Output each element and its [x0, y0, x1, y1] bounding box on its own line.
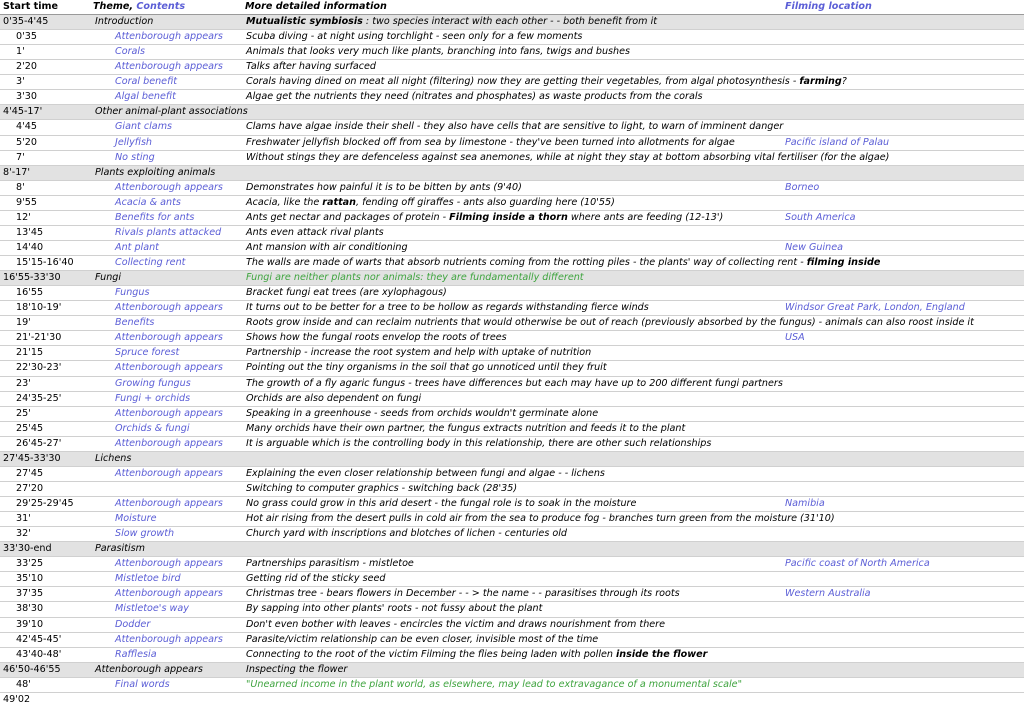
info-cell: [245, 647, 785, 662]
location-cell: [785, 662, 1024, 677]
info-cell: [245, 120, 785, 135]
theme-cell: Coral benefit: [93, 75, 245, 90]
table-row: [0, 45, 1024, 60]
location-cell: [785, 225, 1024, 240]
start-time-cell: 29'25-29'45: [0, 497, 93, 512]
info-cell: [245, 662, 785, 677]
start-time-cell: 4'45-17': [0, 105, 93, 120]
theme-cell: Final words: [93, 677, 245, 692]
info-cell: [245, 30, 785, 45]
info-cell: [245, 150, 890, 165]
info-text: Demonstrates how painful it is to be bitten by ants (9'40): [246, 181, 522, 193]
location-cell: [785, 421, 1024, 436]
info-cell: [245, 256, 881, 271]
table-row: [0, 135, 1024, 150]
info-text: Switching to computer graphics - switching back (28'35): [246, 482, 518, 494]
header-row: [0, 0, 1024, 15]
info-cell: [245, 271, 785, 286]
table-row: [0, 421, 1024, 436]
theme-cell: Attenborough appears: [93, 331, 245, 346]
table-row: [0, 346, 1024, 361]
info-text: Freshwater jellyfish blocked off from sea by limestone - they've been turned into allotments for algae: [246, 136, 735, 148]
table-row: [0, 210, 1024, 225]
location-cell: USA: [785, 331, 1024, 346]
table-row: [0, 361, 1024, 376]
theme-cell: No sting: [93, 150, 245, 165]
end-time-row: [0, 692, 1024, 707]
location-cell: [785, 632, 1024, 647]
location-cell: [785, 451, 1024, 466]
start-time-cell: 15'15-16'40: [0, 256, 93, 271]
table-row: [0, 240, 1024, 255]
theme-cell: Attenborough appears: [93, 436, 245, 451]
info-cell: [245, 316, 974, 331]
start-time-cell: 0'35: [0, 30, 93, 45]
info-text: , fending off giraffes - ants also guarding here (10'55): [355, 196, 615, 208]
location-cell: South America: [785, 210, 1024, 225]
info-text: Speaking in a greenhouse - seeds from orchids wouldn't germinate alone: [246, 407, 599, 419]
end-time-cell: 49'02: [3, 693, 31, 705]
start-time-cell: 8'-17': [0, 165, 93, 180]
table-row: [0, 180, 1024, 195]
theme-cell: Giant clams: [93, 120, 245, 135]
start-time-cell: 24'35-25': [0, 391, 93, 406]
start-time-cell: 18'10-19': [0, 301, 93, 316]
info-cell: [245, 60, 785, 75]
start-time-cell: 16'55-33'30: [0, 271, 93, 286]
info-text: Church yard with inscriptions and blotches of lichen - centuries old: [246, 528, 567, 540]
info-cell: [245, 481, 785, 496]
section-row: [0, 165, 1024, 180]
theme-cell: Mistletoe's way: [93, 602, 245, 617]
theme-cell: Attenborough appears: [93, 301, 245, 316]
info-cell: [245, 466, 785, 481]
info-cell: [245, 602, 785, 617]
start-time-cell: 25': [0, 406, 93, 421]
info-text: Shows how the fungal roots envelop the roots of trees: [246, 332, 507, 344]
start-time-cell: 2'20: [0, 60, 93, 75]
start-time-cell: 27'45: [0, 466, 93, 481]
info-cell: [245, 391, 785, 406]
info-cell: [245, 15, 785, 30]
theme-cell: Ant plant: [93, 240, 245, 255]
location-cell: [785, 286, 1024, 301]
location-cell: [785, 60, 1024, 75]
start-time-cell: 38'30: [0, 602, 93, 617]
info-text: Acacia, like the: [246, 196, 323, 208]
info-text: Parasite/victim relationship can be even closer, invisible most of the time: [246, 633, 599, 645]
theme-cell: Attenborough appears: [93, 30, 245, 45]
info-text: "Unearned income in the plant world, as elsewhere, may lead to extravagance of a monumental scale": [246, 678, 742, 690]
table-row: [0, 75, 1024, 90]
info-text: Mutualistic symbiosis: [246, 16, 363, 28]
info-cell: [245, 240, 785, 255]
info-text: farming: [799, 76, 842, 88]
theme-cell: Slow growth: [93, 527, 245, 542]
info-text: Getting rid of the sticky seed: [246, 573, 386, 585]
location-cell: [785, 120, 1024, 135]
table-row: [0, 617, 1024, 632]
theme-cell: Plants exploiting animals: [93, 165, 245, 180]
location-cell: Namibia: [785, 497, 1024, 512]
start-time-cell: 21'15: [0, 346, 93, 361]
start-time-cell: 39'10: [0, 617, 93, 632]
info-cell: [245, 617, 785, 632]
info-text: By sapping into other plants' roots - not fussy about the plant: [246, 603, 543, 615]
table-row: [0, 647, 1024, 662]
table-row: [0, 481, 1024, 496]
table-row: [0, 316, 1024, 331]
theme-cell: Corals: [93, 45, 245, 60]
location-cell: [785, 677, 1024, 692]
info-text: : two species interact with each other - - both benefit from it: [362, 16, 658, 28]
location-cell: [785, 406, 1024, 421]
theme-cell: Dodder: [93, 617, 245, 632]
table-row: [0, 225, 1024, 240]
start-time-cell: 26'45-27': [0, 436, 93, 451]
table-row: [0, 497, 1024, 512]
start-time-cell: 14'40: [0, 240, 93, 255]
location-cell: [785, 542, 1024, 557]
info-text: Corals having dined on meat all night (filtering) now they are getting their vegetables, from algal photosynthesis -: [246, 76, 800, 88]
info-cell: [245, 135, 785, 150]
theme-cell: Benefits for ants: [93, 210, 245, 225]
info-cell: [245, 165, 785, 180]
table-row: [0, 120, 1024, 135]
location-cell: Pacific island of Palau: [785, 135, 1024, 150]
info-cell: [245, 45, 785, 60]
info-cell: [245, 406, 785, 421]
location-cell: [785, 195, 1024, 210]
info-text: Inspecting the flower: [246, 663, 348, 675]
location-cell: [785, 481, 1024, 496]
location-cell: [785, 527, 1024, 542]
info-text: The walls are made of warts that absorb nutrients coming from the rotting piles - the plants' way of collecting rent -: [246, 257, 807, 269]
info-cell: [245, 527, 785, 542]
theme-cell: Attenborough appears: [93, 497, 245, 512]
info-cell: [245, 90, 785, 105]
info-text: No grass could grow in this arid desert - the fungal role is to soak in the moisture: [246, 498, 637, 510]
table-row: [0, 466, 1024, 481]
table-row: [0, 436, 1024, 451]
info-cell: [245, 331, 785, 346]
theme-cell: Collecting rent: [93, 256, 245, 271]
info-cell: [245, 346, 785, 361]
theme-cell: Attenborough appears: [93, 587, 245, 602]
info-text: Clams have algae inside their shell - they also have cells that are sensitive to light, to warn of imminent danger: [246, 121, 784, 133]
start-time-cell: 35'10: [0, 572, 93, 587]
location-cell: [785, 602, 1024, 617]
info-cell: [245, 421, 785, 436]
theme-cell: Other animal-plant associations: [93, 105, 245, 120]
info-text: Connecting to the root of the victim Filming the flies being laden with pollen: [246, 648, 617, 660]
info-cell: [245, 542, 785, 557]
start-time-cell: 48': [0, 677, 93, 692]
table-row: [0, 677, 1024, 692]
location-cell: New Guinea: [785, 240, 1024, 255]
info-cell: [245, 195, 785, 210]
table-row: [0, 557, 1024, 572]
table-row: [0, 30, 1024, 45]
table-row: [0, 632, 1024, 647]
theme-cell: Attenborough appears: [93, 60, 245, 75]
info-text: ?: [841, 76, 847, 88]
theme-cell: Spruce forest: [93, 346, 245, 361]
start-time-cell: 31': [0, 512, 93, 527]
section-row: [0, 662, 1024, 677]
info-text: Ant mansion with air conditioning: [246, 241, 408, 253]
table-row: [0, 301, 1024, 316]
info-cell: [245, 557, 785, 572]
info-text: rattan: [322, 196, 356, 208]
info-text: inside the flower: [616, 648, 708, 660]
info-cell: [245, 105, 785, 120]
theme-cell: Attenborough appears: [93, 557, 245, 572]
info-text: Ants even attack rival plants: [246, 226, 384, 238]
theme-cell: Attenborough appears: [93, 180, 245, 195]
location-header: Filming location: [785, 0, 1024, 15]
start-time-cell: 27'20: [0, 481, 93, 496]
table-row: [0, 391, 1024, 406]
theme-cell: Orchids & fungi: [93, 421, 245, 436]
theme-cell: [93, 481, 245, 496]
start-time-cell: 19': [0, 316, 93, 331]
info-text: Pointing out the tiny organisms in the soil that go unnoticed until they fruit: [246, 362, 607, 374]
theme-cell: Growing fungus: [93, 376, 245, 391]
theme-cell: Introduction: [93, 15, 245, 30]
info-text: It is arguable which is the controlling body in this relationship, there are other such relationships: [246, 437, 712, 449]
start-time-cell: 32': [0, 527, 93, 542]
start-time-cell: 7': [0, 150, 93, 165]
info-cell: [245, 512, 835, 527]
info-cell: [245, 286, 785, 301]
theme-cell: Attenborough appears: [93, 466, 245, 481]
section-row: [0, 271, 1024, 286]
table-row: [0, 527, 1024, 542]
start-time-cell: 0'35-4'45: [0, 15, 93, 30]
start-time-header: Start time: [0, 0, 93, 15]
theme-cell: Acacia & ants: [93, 195, 245, 210]
start-time-cell: 42'45-45': [0, 632, 93, 647]
table-row: [0, 286, 1024, 301]
info-cell: [245, 587, 785, 602]
theme-cell: Jellyfish: [93, 135, 245, 150]
info-cell: [245, 75, 847, 90]
info-header: More detailed information: [245, 0, 785, 15]
start-time-cell: 21'-21'30: [0, 331, 93, 346]
theme-cell: Algal benefit: [93, 90, 245, 105]
location-cell: [785, 15, 1024, 30]
start-time-cell: 23': [0, 376, 93, 391]
start-time-cell: 1': [0, 45, 93, 60]
start-time-cell: 3': [0, 75, 93, 90]
location-cell: Windsor Great Park, London, England: [785, 301, 1024, 316]
info-text: Animals that looks very much like plants, branching into fans, twigs and bushes: [246, 46, 631, 58]
info-text: Fungi are neither plants nor animals: they are fundamentally different: [246, 272, 584, 284]
start-time-cell: 33'30-end: [0, 542, 93, 557]
start-time-cell: 8': [0, 180, 93, 195]
location-cell: Borneo: [785, 180, 1024, 195]
table-row: [0, 587, 1024, 602]
table-row: [0, 406, 1024, 421]
theme-cell: Benefits: [93, 316, 245, 331]
theme-cell: Fungus: [93, 286, 245, 301]
info-text: Partnerships parasitism - mistletoe: [246, 558, 414, 570]
start-time-cell: 12': [0, 210, 93, 225]
start-time-cell: 13'45: [0, 225, 93, 240]
theme-cell: Rafflesia: [93, 647, 245, 662]
start-time-cell: 4'45: [0, 120, 93, 135]
location-cell: Pacific coast of North America: [785, 557, 1024, 572]
location-cell: [785, 572, 1024, 587]
location-cell: Western Australia: [785, 587, 1024, 602]
theme-cell: Lichens: [93, 451, 245, 466]
theme-cell: Attenborough appears: [93, 662, 245, 677]
location-cell: [785, 105, 1024, 120]
theme-cell: Attenborough appears: [93, 361, 245, 376]
info-cell: [245, 180, 785, 195]
table-row: [0, 256, 1024, 271]
info-cell: [245, 301, 785, 316]
start-time-cell: 25'45: [0, 421, 93, 436]
table-row: [0, 60, 1024, 75]
location-cell: [785, 361, 1024, 376]
table-row: [0, 512, 1024, 527]
info-text: Orchids are also dependent on fungi: [246, 392, 422, 404]
start-time-cell: 43'40-48': [0, 647, 93, 662]
theme-cell: Rivals plants attacked: [93, 225, 245, 240]
start-time-cell: 22'30-23': [0, 361, 93, 376]
theme-cell: Moisture: [93, 512, 245, 527]
info-cell: [245, 572, 785, 587]
location-cell: [785, 436, 1024, 451]
start-time-cell: 5'20: [0, 135, 93, 150]
theme-header: [93, 0, 245, 15]
info-cell: [245, 225, 785, 240]
info-text: Bracket fungi eat trees (are xylophagous): [246, 287, 447, 299]
info-cell: [245, 210, 785, 225]
info-text: It turns out to be better for a tree to be hollow as regards withstanding fierce winds: [246, 302, 649, 314]
info-text: Scuba diving - at night using torchlight - seen only for a few moments: [246, 31, 583, 43]
info-text: where ants are feeding (12-13'): [567, 211, 724, 223]
info-cell: [245, 497, 785, 512]
location-cell: [785, 45, 1024, 60]
theme-cell: Attenborough appears: [93, 632, 245, 647]
location-cell: [785, 271, 1024, 286]
theme-cell: Parasitism: [93, 542, 245, 557]
info-text: Roots grow inside and can reclaim nutrients that would otherwise be out of reach (previously absorbed by the fungus) - animals can also roost inside it: [246, 317, 974, 329]
info-cell: [245, 677, 785, 692]
start-time-cell: 27'45-33'30: [0, 451, 93, 466]
location-cell: [785, 617, 1024, 632]
theme-cell: Fungi: [93, 271, 245, 286]
theme-header-label: Theme,: [93, 1, 134, 12]
location-cell: [785, 647, 1024, 662]
info-cell: [245, 436, 785, 451]
location-cell: [785, 165, 1024, 180]
info-text: Talks after having surfaced: [246, 61, 376, 73]
start-time-cell: 33'25: [0, 557, 93, 572]
start-time-cell: 9'55: [0, 195, 93, 210]
section-row: [0, 15, 1024, 30]
table-row: [0, 150, 1024, 165]
info-text: Christmas tree - bears flowers in December - - > the name - - parasitises through its roots: [246, 588, 680, 600]
theme-cell: Fungi + orchids: [93, 391, 245, 406]
table-row: [0, 572, 1024, 587]
location-cell: [785, 346, 1024, 361]
location-cell: [785, 391, 1024, 406]
info-text: Ants get nectar and packages of protein -: [246, 211, 450, 223]
info-cell: [245, 632, 785, 647]
info-cell: [245, 361, 785, 376]
section-row: [0, 542, 1024, 557]
info-cell: [245, 376, 785, 391]
theme-cell: Mistletoe bird: [93, 572, 245, 587]
theme-cell: Attenborough appears: [93, 406, 245, 421]
info-text: Many orchids have their own partner, the fungus extracts nutrition and feeds it to the plant: [246, 422, 686, 434]
info-text: Filming inside a thorn: [449, 211, 568, 223]
info-text: Without stings they are defenceless against sea anemones, while at night they stay at bottom absorbing vital fertiliser (for the algae): [246, 151, 890, 163]
info-text: Don't even bother with leaves - encircles the victim and draws nourishment from there: [246, 618, 666, 630]
info-text: Hot air rising from the desert pulls in cold air from the sea to produce fog - branches turn green from the moisture (31'10): [246, 513, 835, 525]
start-time-cell: 37'35: [0, 587, 93, 602]
location-cell: [785, 90, 1024, 105]
contents-header-label: Contents: [136, 1, 186, 12]
section-row: [0, 105, 1024, 120]
info-text: filming inside: [806, 257, 881, 269]
section-row: [0, 451, 1024, 466]
table-row: [0, 195, 1024, 210]
location-cell: [785, 376, 1024, 391]
location-cell: [785, 30, 1024, 45]
table-row: [0, 90, 1024, 105]
info-text: Explaining the even closer relationship between fungi and algae - - lichens: [246, 467, 605, 479]
table-row: [0, 376, 1024, 391]
info-text: Algae get the nutrients they need (nitrates and phosphates) as waste products from the corals: [246, 91, 703, 103]
start-time-cell: 3'30: [0, 90, 93, 105]
info-text: The growth of a fly agaric fungus - trees have differences but each may have up to 200 different fungi partners: [246, 377, 783, 389]
info-cell: [245, 451, 785, 466]
start-time-cell: 16'55: [0, 286, 93, 301]
info-text: Partnership - increase the root system and help with uptake of nutrition: [246, 347, 592, 359]
table-row: [0, 331, 1024, 346]
location-cell: [785, 466, 1024, 481]
table-row: [0, 602, 1024, 617]
start-time-cell: 46'50-46'55: [0, 662, 93, 677]
